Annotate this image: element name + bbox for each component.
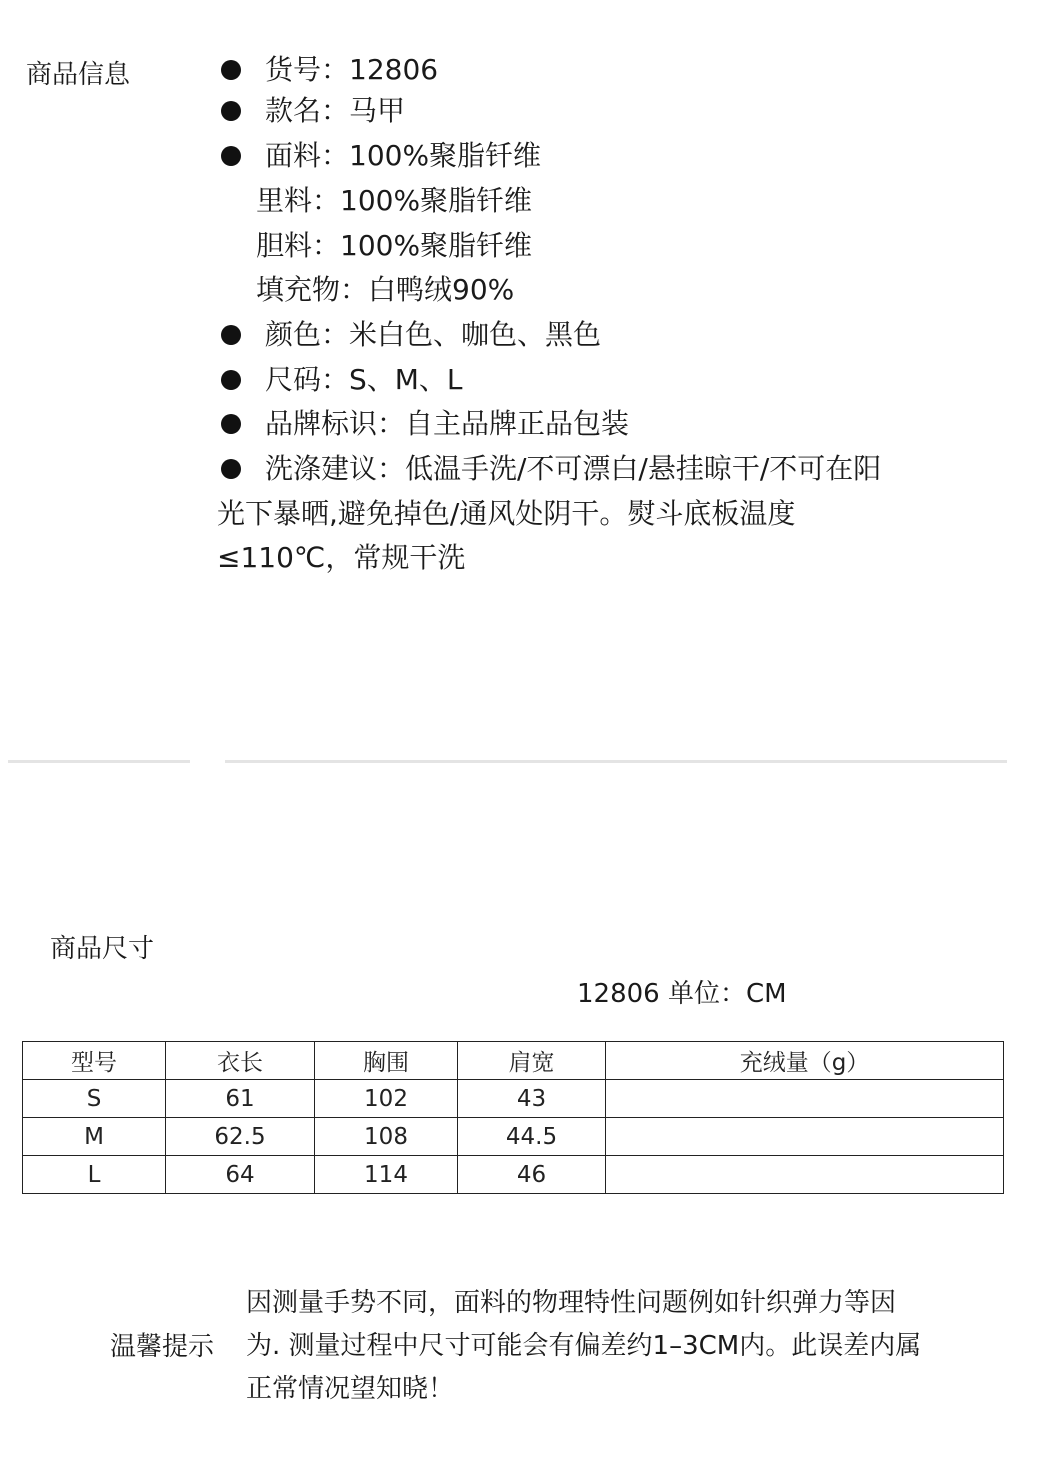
sizes: 尺码：S、M、L — [265, 363, 463, 396]
size-table — [22, 1041, 1004, 1194]
table-cell: 102 — [315, 1080, 458, 1118]
wash-instructions-cont: 光下暴晒,避免掉色/通风处阴干。熨斗底板温度 — [217, 497, 796, 530]
table-cell — [606, 1080, 1004, 1118]
divider-left — [8, 760, 190, 763]
unit-line: 12806 单位：CM — [577, 979, 787, 1009]
bullet-icon — [221, 146, 241, 166]
bullet-icon — [221, 325, 241, 345]
header-length: 衣长 — [166, 1042, 315, 1080]
bullet-icon — [221, 60, 241, 80]
table-cell — [606, 1156, 1004, 1194]
bullet-icon — [221, 459, 241, 479]
table-cell: 61 — [166, 1080, 315, 1118]
header-down-fill: 充绒量（g） — [606, 1042, 1004, 1080]
inner-lining: 胆料：100%聚脂钎维 — [256, 229, 533, 262]
wash-instructions: 洗涤建议：低温手洗/不可漂白/悬挂晾干/不可在阳 — [265, 452, 882, 485]
header-model: 型号 — [23, 1042, 166, 1080]
filling: 填充物：白鸭绒90% — [256, 273, 515, 306]
wash-instructions-cont: ≤110℃，常规干洗 — [217, 541, 466, 574]
table-cell: 43 — [458, 1080, 606, 1118]
table-cell: 44.5 — [458, 1118, 606, 1156]
warm-tip-text: 因测量手势不同，面料的物理特性问题例如针织弹力等因 — [246, 1288, 897, 1318]
table-cell: M — [23, 1118, 166, 1156]
warm-tip-text: 为. 测量过程中尺寸可能会有偏差约1–3CM内。此误差内属 — [246, 1331, 922, 1361]
table-row — [23, 1080, 1004, 1118]
item-number: 货号：12806 — [265, 53, 439, 86]
fabric: 面料：100%聚脂钎维 — [265, 139, 542, 172]
table-cell: 114 — [315, 1156, 458, 1194]
table-cell: L — [23, 1156, 166, 1194]
divider-right — [225, 760, 1007, 763]
brand-label: 品牌标识：自主品牌正品包装 — [265, 407, 630, 440]
warm-tip-label: 温馨提示 — [110, 1332, 215, 1362]
table-cell — [606, 1118, 1004, 1156]
table-cell: 64 — [166, 1156, 315, 1194]
colors: 颜色：米白色、咖色、黑色 — [265, 318, 602, 351]
product-info-label: 商品信息 — [26, 60, 131, 90]
bullet-icon — [221, 414, 241, 434]
table-header-row — [23, 1042, 1004, 1080]
style-name: 款名：马甲 — [265, 94, 406, 127]
table-row — [23, 1156, 1004, 1194]
table-cell: 46 — [458, 1156, 606, 1194]
table-cell: 108 — [315, 1118, 458, 1156]
lining: 里料：100%聚脂钎维 — [256, 184, 533, 217]
bullet-icon — [221, 370, 241, 390]
product-size-label: 商品尺寸 — [50, 934, 155, 964]
header-chest: 胸围 — [315, 1042, 458, 1080]
table-cell: S — [23, 1080, 166, 1118]
header-shoulder: 肩宽 — [458, 1042, 606, 1080]
table-cell: 62.5 — [166, 1118, 315, 1156]
warm-tip-text: 正常情况望知晓！ — [246, 1374, 455, 1404]
bullet-icon — [221, 101, 241, 121]
table-row — [23, 1118, 1004, 1156]
